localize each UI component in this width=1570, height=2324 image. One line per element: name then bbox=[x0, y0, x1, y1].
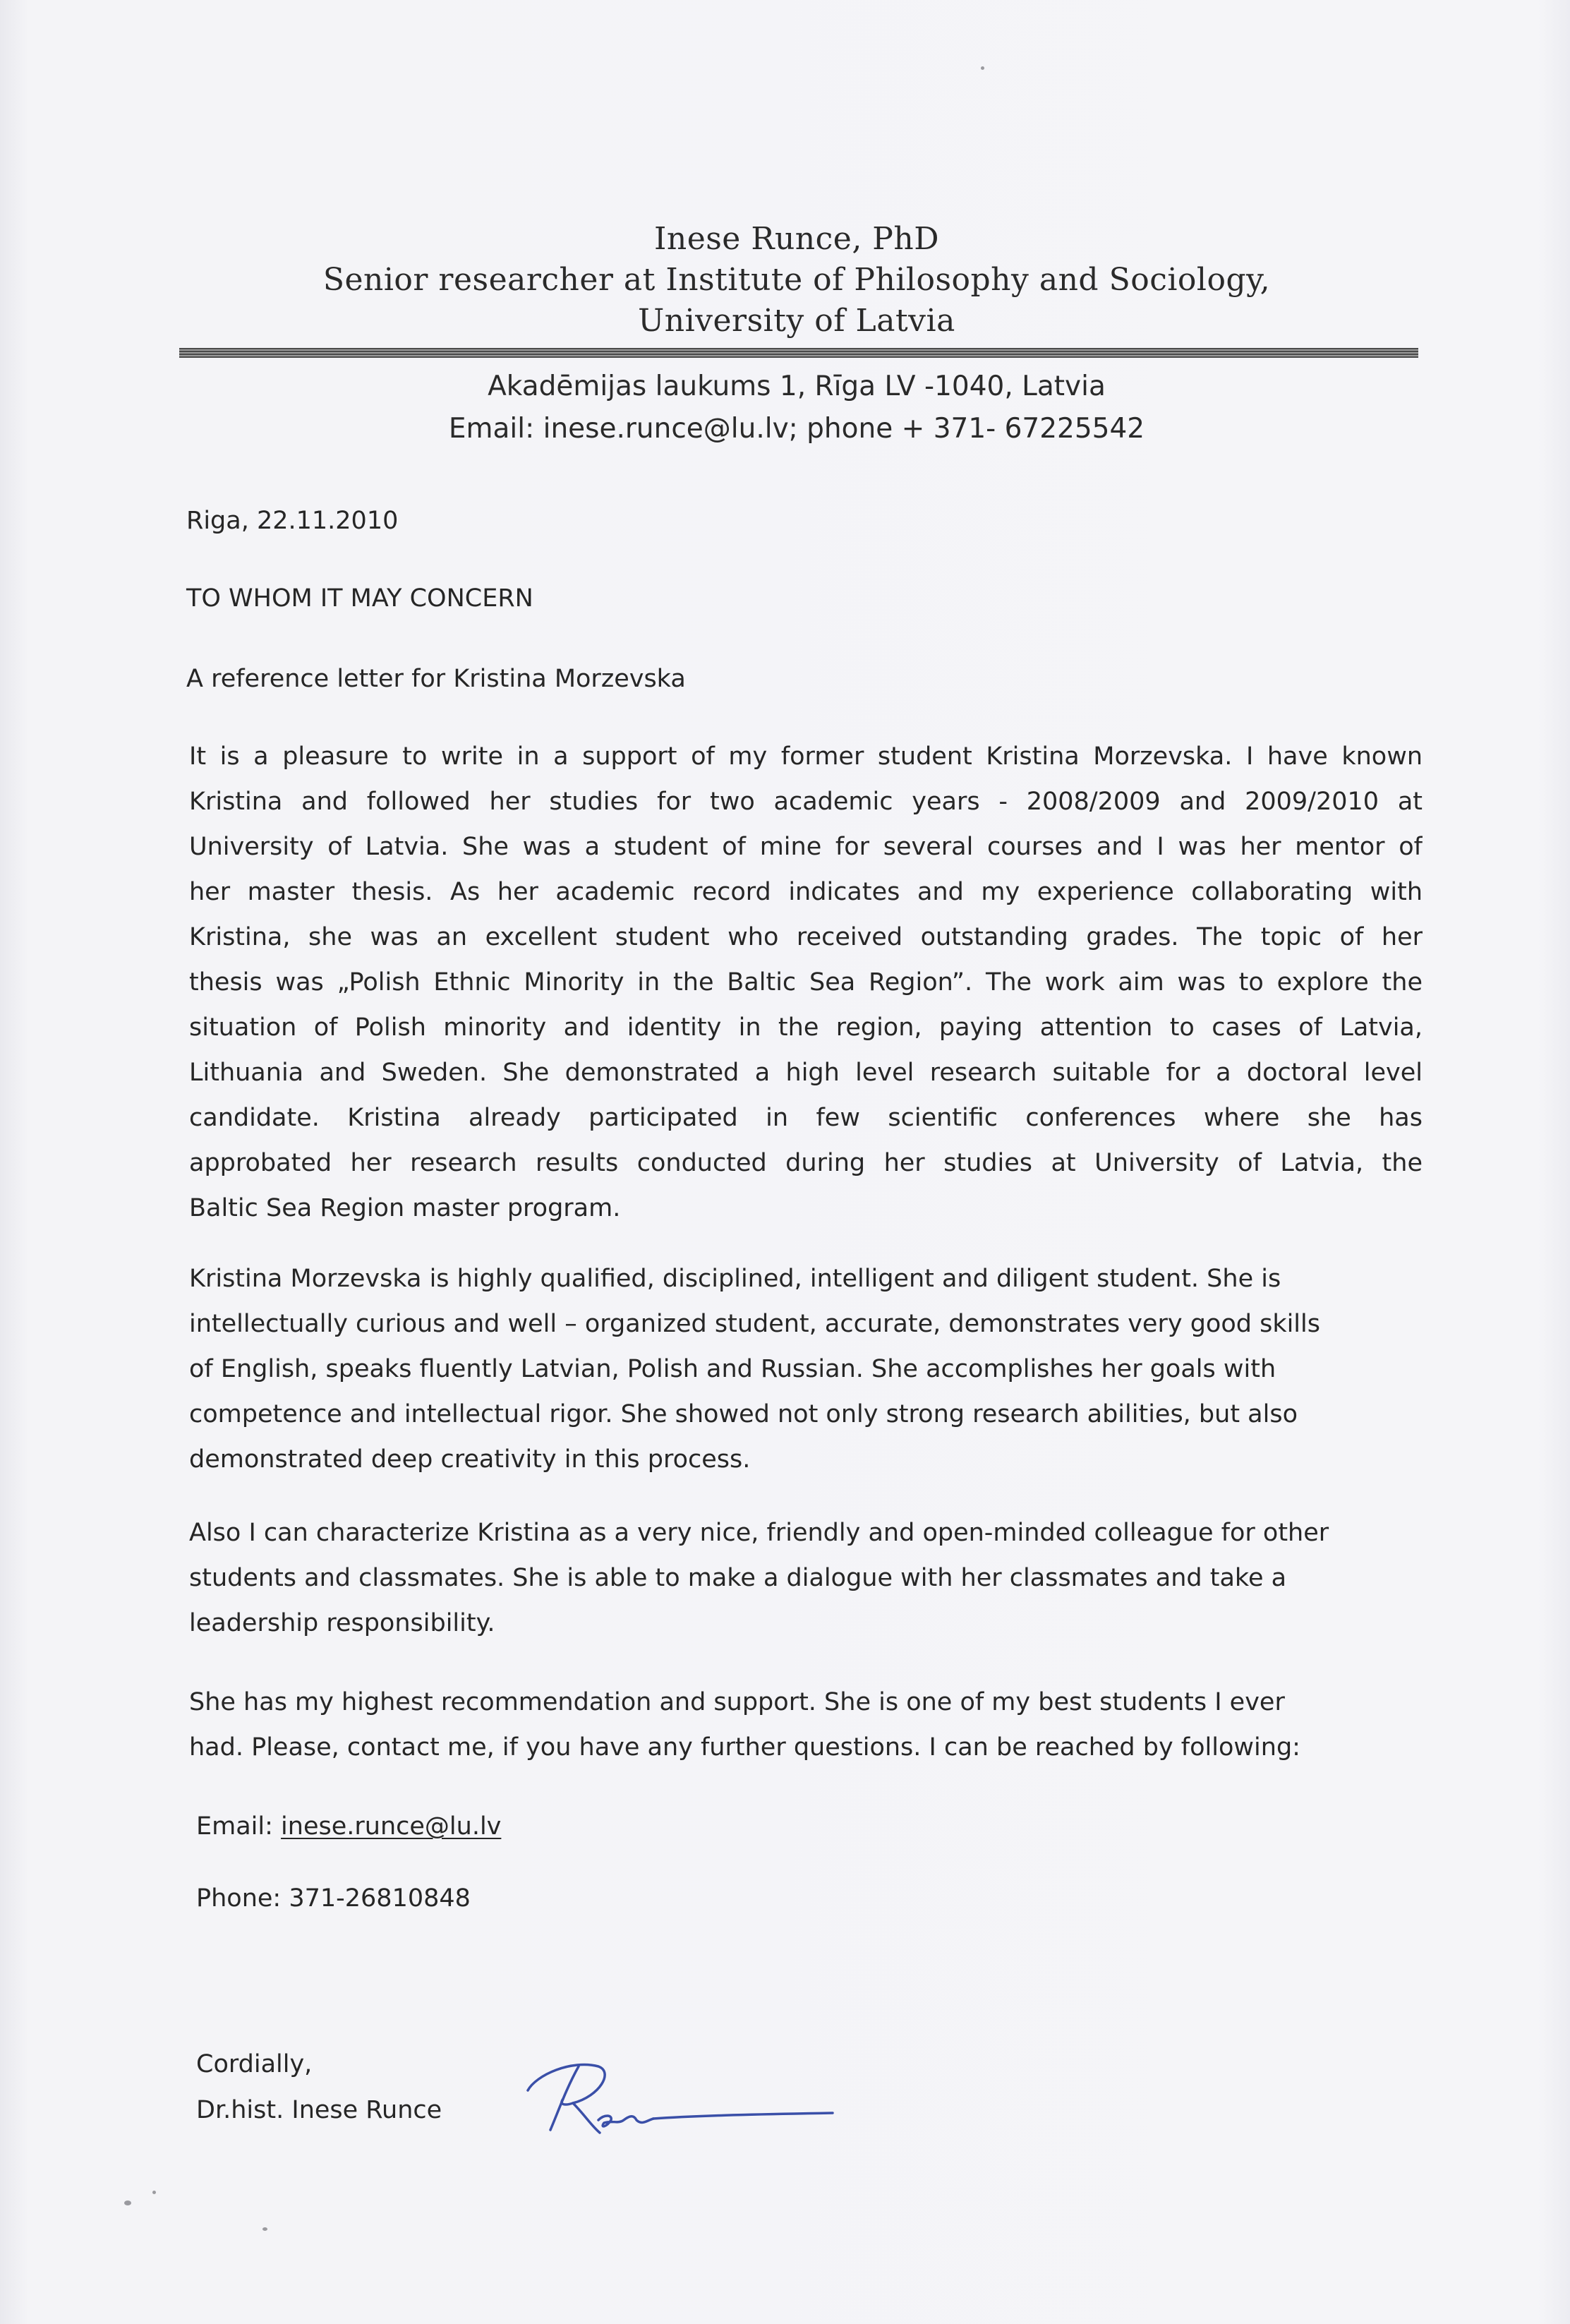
letterhead-university: University of Latvia bbox=[638, 303, 955, 339]
paragraph-4-line: She has my highest recommendation and support. She is one of my best students I ever bbox=[189, 1688, 1285, 1716]
closing-valediction: Cordially, bbox=[196, 2050, 313, 2078]
paragraph-1-line: thesis was „Polish Ethnic Minority in the Baltic Sea Region”. The work aim was to explore the bbox=[189, 968, 1423, 997]
paragraph-1 bbox=[189, 734, 1423, 1231]
paragraph-1-line: her master thesis. As her academic record indicates and my experience collaborating with bbox=[189, 878, 1423, 906]
closing-signatory: Dr.hist. Inese Runce bbox=[196, 2096, 442, 2124]
paragraph-3 bbox=[189, 1510, 1423, 1646]
subject-line: A reference letter for Kristina Morzevska bbox=[186, 665, 686, 693]
paragraph-3-line: students and classmates. She is able to make a dialogue with her classmates and take a bbox=[189, 1564, 1287, 1592]
scan-speck bbox=[124, 2200, 131, 2205]
paragraph-1-line: situation of Polish minority and identity in the region, paying attention to cases of Latvia, bbox=[189, 1013, 1423, 1042]
paragraph-4-line: had. Please, contact me, if you have any further questions. I can be reached by following: bbox=[189, 1733, 1300, 1762]
handwritten-signature bbox=[508, 2047, 847, 2145]
letterhead-name: Inese Runce, PhD bbox=[653, 221, 940, 257]
paragraph-3-line: leadership responsibility. bbox=[189, 1609, 495, 1637]
contact-phone: Phone: 371-26810848 bbox=[196, 1884, 471, 1913]
paragraph-1-line: Kristina, she was an excellent student who received outstanding grades. The topic of her bbox=[189, 923, 1423, 951]
contact-email-link[interactable]: inese.runce@lu.lv bbox=[281, 1812, 502, 1841]
paragraph-1-line: candidate. Kristina already participated in few scientific conferences where she has bbox=[189, 1104, 1423, 1132]
paragraph-1-line: It is a pleasure to write in a support of my former student Kristina Morzevska. I have known bbox=[189, 742, 1423, 771]
scan-speck bbox=[262, 2227, 267, 2231]
paragraph-2-line: of English, speaks fluently Latvian, Polish and Russian. She accomplishes her goals with bbox=[189, 1355, 1276, 1383]
letterhead-divider bbox=[179, 348, 1418, 358]
paragraph-2-line: demonstrated deep creativity in this process. bbox=[189, 1445, 751, 1474]
date-line: Riga, 22.11.2010 bbox=[186, 507, 399, 535]
address-street: Akadēmijas laukums 1, Rīga LV -1040, Latvia bbox=[488, 371, 1106, 402]
paragraph-4 bbox=[189, 1680, 1423, 1770]
salutation: TO WHOM IT MAY CONCERN bbox=[186, 584, 533, 613]
paragraph-2 bbox=[189, 1256, 1423, 1482]
scan-speck bbox=[152, 2191, 156, 2194]
paragraph-1-line: Kristina and followed her studies for two academic years - 2008/2009 and 2009/2010 at bbox=[189, 788, 1423, 816]
contact-email-label: Email: bbox=[196, 1812, 273, 1841]
paragraph-1-line: approbated her research results conducted during her studies at University of Latvia, the bbox=[189, 1149, 1423, 1177]
scan-speck bbox=[981, 66, 984, 70]
paragraph-2-line: intellectually curious and well – organized student, accurate, demonstrates very good skills bbox=[189, 1310, 1320, 1338]
paragraph-1-line: Baltic Sea Region master program. bbox=[189, 1194, 621, 1222]
address-contact: Email: inese.runce@lu.lv; phone + 371- 67225542 bbox=[448, 413, 1145, 445]
paragraph-1-line: University of Latvia. She was a student of mine for several courses and I was her mentor of bbox=[189, 833, 1423, 861]
letterhead-position: Senior researcher at Institute of Philosophy and Sociology, bbox=[322, 262, 1271, 298]
paragraph-2-line: competence and intellectual rigor. She showed not only strong research abilities, but also bbox=[189, 1400, 1298, 1428]
contact-email bbox=[196, 1812, 1427, 1841]
paragraph-3-line: Also I can characterize Kristina as a very nice, friendly and open-minded colleague for other bbox=[189, 1519, 1329, 1547]
letterhead-address bbox=[179, 366, 1414, 450]
paragraph-1-line: Lithuania and Sweden. She demonstrated a high level research suitable for a doctoral level bbox=[189, 1059, 1423, 1087]
paragraph-2-line: Kristina Morzevska is highly qualified, disciplined, intelligent and diligent student. She is bbox=[189, 1265, 1281, 1293]
letterhead bbox=[179, 219, 1414, 342]
